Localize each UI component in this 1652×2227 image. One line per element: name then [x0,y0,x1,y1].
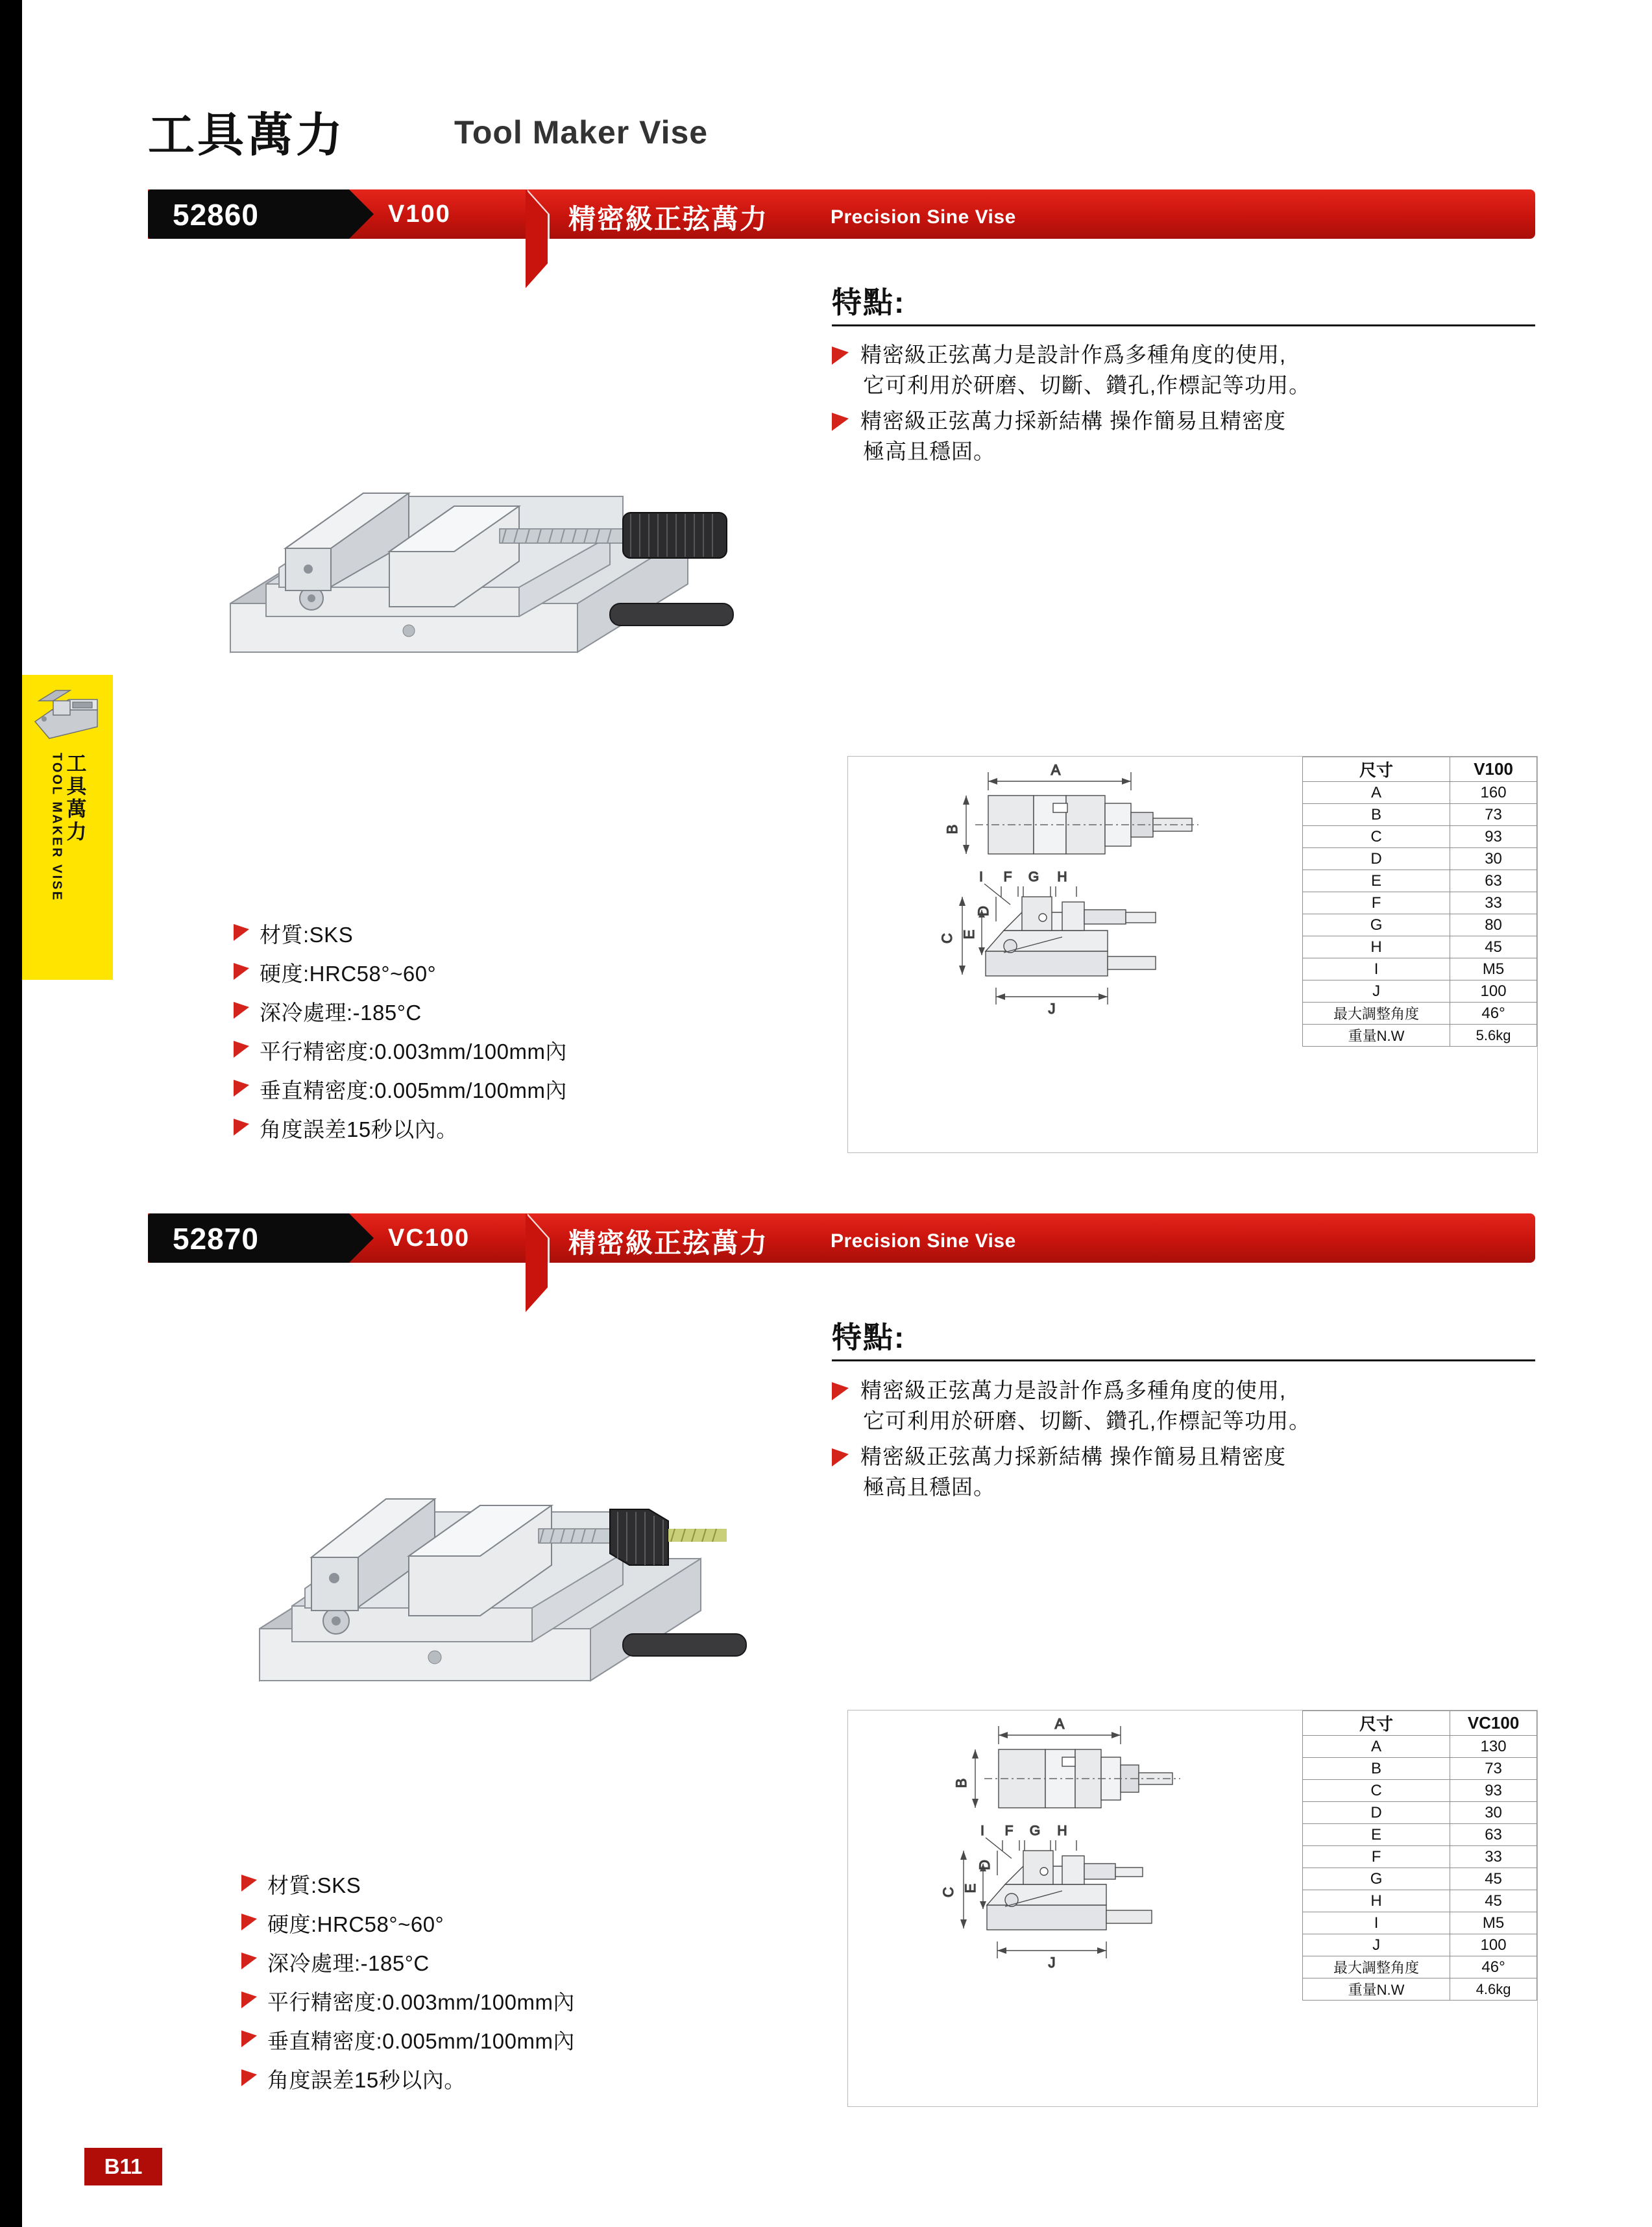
bullet-triangle-icon [234,1080,249,1097]
features-heading-1: 特點: [832,286,906,319]
table-row [1303,1912,1537,1934]
table-header-cell: V100 [1450,757,1537,782]
dimension-drawing-1 [848,757,1302,1151]
page-title-en: Tool Maker Vise [454,114,709,151]
bullet-triangle-icon [234,1002,249,1019]
spec-text: 硬度:HRC58°~60° [260,962,437,986]
product-code: 52870 [173,1222,259,1256]
product-photo-52860 [195,389,779,701]
spec-row [234,1113,567,1143]
spec-row [241,1869,575,1899]
spec-text: 平行精密度:0.003mm/100mm內 [267,1990,575,2014]
dim-label: 重量N.W [1303,1025,1450,1047]
vise-thumbnail-icon [30,681,105,744]
dim-label: J [1303,1934,1450,1956]
spec-row [241,1986,575,2016]
svg-text:G: G [1029,1823,1041,1838]
dim-label: B [1303,1758,1450,1780]
table-row [1303,892,1537,914]
feature-line: 它可利用於研磨、切斷、鑽孔,作標記等功用。 [863,1408,1311,1433]
table-row [1303,1736,1537,1758]
dimension-drawing-2 [848,1710,1302,2105]
svg-text:B: B [953,1778,969,1788]
dim-value: 73 [1450,1758,1537,1780]
band-divider-inner [526,189,548,288]
dim-label: C [1303,1780,1450,1802]
dim-value: 93 [1450,826,1537,848]
table-row [1303,804,1537,826]
dim-value: 4.6kg [1450,1978,1537,2001]
svg-text:I: I [979,870,983,884]
table-row [1303,1824,1537,1846]
dim-value: 46° [1450,1956,1537,1978]
side-tab-label-en: TOOL MAKER VISE [49,753,64,902]
dim-value: 160 [1450,782,1537,804]
dim-label: J [1303,980,1450,1003]
spec-text: 材質:SKS [267,1873,361,1897]
table-row [1303,1758,1537,1780]
feature-line: 精密級正弦萬力採新結構 操作簡易且精密度 [860,1444,1287,1468]
dim-label: I [1303,958,1450,980]
spec-text: 硬度:HRC58°~60° [267,1912,444,1936]
svg-text:J: J [1048,1001,1056,1017]
table-row [1303,848,1537,870]
feature-item [832,340,1539,401]
svg-text:E: E [962,1883,978,1893]
band-divider-inner [526,1213,548,1312]
spec-text: 平行精密度:0.003mm/100mm內 [260,1040,567,1064]
feature-line: 它可利用於研磨、切斷、鑽孔,作標記等功用。 [863,372,1311,397]
feature-line: 精密級正弦萬力是設計作爲多種角度的使用, [860,1378,1287,1402]
feature-item [832,406,1539,467]
product-model: VC100 [388,1224,470,1252]
svg-text:A: A [1051,762,1061,778]
feature-line: 極高且穩固。 [863,439,995,463]
dim-value: 130 [1450,1736,1537,1758]
dim-label: F [1303,892,1450,914]
spec-text: 垂直精密度:0.005mm/100mm內 [267,2029,575,2053]
spec-text: 角度誤差15秒以內。 [260,1117,458,1141]
bullet-triangle-icon [832,413,849,431]
dim-label: E [1303,1824,1450,1846]
table-header-row [1303,1711,1537,1736]
table-row [1303,1956,1537,1978]
spec-row [234,918,567,949]
dim-value: 45 [1450,936,1537,958]
spec-table-1 [1302,757,1537,1047]
dim-label: C [1303,826,1450,848]
table-row [1303,782,1537,804]
svg-text:E: E [961,929,977,940]
spec-row [241,1947,575,1977]
spec-text: 垂直精密度:0.005mm/100mm內 [260,1078,567,1102]
spec-row [234,957,567,988]
svg-text:C: C [939,933,955,943]
spec-row [241,1908,575,1938]
spec-row [234,996,567,1027]
dim-label: A [1303,782,1450,804]
dim-label: 最大調整角度 [1303,1956,1450,1978]
svg-text:C: C [940,1887,956,1897]
dim-label: D [1303,1802,1450,1824]
spec-text: 材質:SKS [260,923,354,947]
product-photo-52870 [221,1382,792,1758]
table-row [1303,826,1537,848]
feature-line: 精密級正弦萬力是設計作爲多種角度的使用, [860,343,1287,367]
dim-label: 重量N.W [1303,1978,1450,2001]
table-header-row [1303,757,1537,782]
dim-label: F [1303,1846,1450,1868]
dim-label: G [1303,914,1450,936]
product-name-en: Precision Sine Vise [831,1230,1016,1252]
page-spine [0,0,22,2227]
dim-label: B [1303,804,1450,826]
feature-item [832,1376,1539,1437]
page-number: B11 [84,2148,162,2185]
bullet-triangle-icon [832,1382,849,1400]
dim-value: 33 [1450,892,1537,914]
spec-row [234,1074,567,1104]
bullet-triangle-icon [234,1119,249,1136]
dim-value: 93 [1450,1780,1537,1802]
spec-list-1 [234,918,567,1152]
spec-text: 角度誤差15秒以內。 [267,2068,466,2092]
dim-value: M5 [1450,958,1537,980]
spec-text: 深冷處理:-185°C [267,1951,430,1975]
page-title-cn: 工具萬力 [148,110,346,162]
table-header-cell: 尺寸 [1303,1711,1450,1736]
svg-text:G: G [1028,870,1039,884]
table-row [1303,958,1537,980]
dim-value: 5.6kg [1450,1025,1537,1047]
features-rule-2 [832,1359,1535,1361]
svg-text:B: B [944,824,960,834]
svg-text:D: D [975,906,991,916]
product-band-52860 [148,189,1535,239]
bullet-triangle-icon [241,1914,257,1930]
features-heading-2: 特點: [832,1320,906,1354]
bullet-triangle-icon [234,924,249,941]
svg-text:J: J [1048,1954,1056,1971]
dim-label: G [1303,1868,1450,1890]
spec-table-2 [1302,1710,1537,2001]
product-code: 52860 [173,198,259,232]
dim-label: H [1303,1890,1450,1912]
dim-label: I [1303,1912,1450,1934]
dimension-block-1 [847,756,1538,1153]
spec-row [241,2025,575,2055]
feature-item [832,1442,1539,1503]
svg-text:A: A [1054,1716,1065,1732]
dim-value: 33 [1450,1846,1537,1868]
table-header-cell: VC100 [1450,1711,1537,1736]
dim-value: 63 [1450,870,1537,892]
feature-line: 極高且穩固。 [863,1474,995,1499]
dim-value: 45 [1450,1890,1537,1912]
svg-text:H: H [1057,1823,1067,1838]
side-tab-label-cn: 工具萬力 [63,753,86,844]
dim-label: 最大調整角度 [1303,1003,1450,1025]
features-list-2 [832,1376,1539,1507]
table-row [1303,1868,1537,1890]
dimension-block-2 [847,1710,1538,2107]
bullet-triangle-icon [241,1953,257,1969]
dim-label: H [1303,936,1450,958]
dim-value: 100 [1450,980,1537,1003]
table-header-cell: 尺寸 [1303,757,1450,782]
table-row [1303,1978,1537,2001]
dim-value: M5 [1450,1912,1537,1934]
table-row [1303,1780,1537,1802]
svg-text:F: F [1004,1823,1014,1838]
product-band-52870 [148,1213,1535,1263]
svg-text:D: D [977,1860,993,1870]
dim-value: 45 [1450,1868,1537,1890]
dim-value: 73 [1450,804,1537,826]
product-name-cn: 精密級正弦萬力 [568,204,769,234]
bullet-triangle-icon [234,1041,249,1058]
table-row [1303,1890,1537,1912]
spec-row [241,2063,575,2094]
spec-row [234,1035,567,1065]
svg-text:H: H [1057,870,1067,884]
bullet-triangle-icon [832,347,849,365]
spec-text: 深冷處理:-185°C [260,1001,422,1025]
dim-value: 30 [1450,848,1537,870]
dim-label: A [1303,1736,1450,1758]
table-row [1303,1934,1537,1956]
features-list-1 [832,340,1539,472]
bullet-triangle-icon [241,2030,257,2047]
table-row [1303,1003,1537,1025]
bullet-triangle-icon [241,2069,257,2086]
table-row [1303,870,1537,892]
table-row [1303,914,1537,936]
table-row [1303,980,1537,1003]
dim-value: 80 [1450,914,1537,936]
features-rule-1 [832,324,1535,326]
bullet-triangle-icon [832,1448,849,1466]
bullet-triangle-icon [241,1991,257,2008]
svg-text:I: I [980,1823,984,1838]
product-name-cn: 精密級正弦萬力 [568,1228,769,1258]
feature-line: 精密級正弦萬力採新結構 操作簡易且精密度 [860,408,1287,433]
dim-value: 30 [1450,1802,1537,1824]
dim-value: 46° [1450,1003,1537,1025]
table-row [1303,1846,1537,1868]
table-row [1303,936,1537,958]
table-row [1303,1802,1537,1824]
spec-list-2 [241,1869,575,2102]
table-row [1303,1025,1537,1047]
dim-label: D [1303,848,1450,870]
dim-label: E [1303,870,1450,892]
svg-text:F: F [1003,870,1012,884]
dim-value: 63 [1450,1824,1537,1846]
side-index-tab [22,675,113,980]
product-name-en: Precision Sine Vise [831,206,1016,228]
dim-value: 100 [1450,1934,1537,1956]
bullet-triangle-icon [241,1875,257,1892]
product-model: V100 [388,201,451,228]
bullet-triangle-icon [234,963,249,980]
